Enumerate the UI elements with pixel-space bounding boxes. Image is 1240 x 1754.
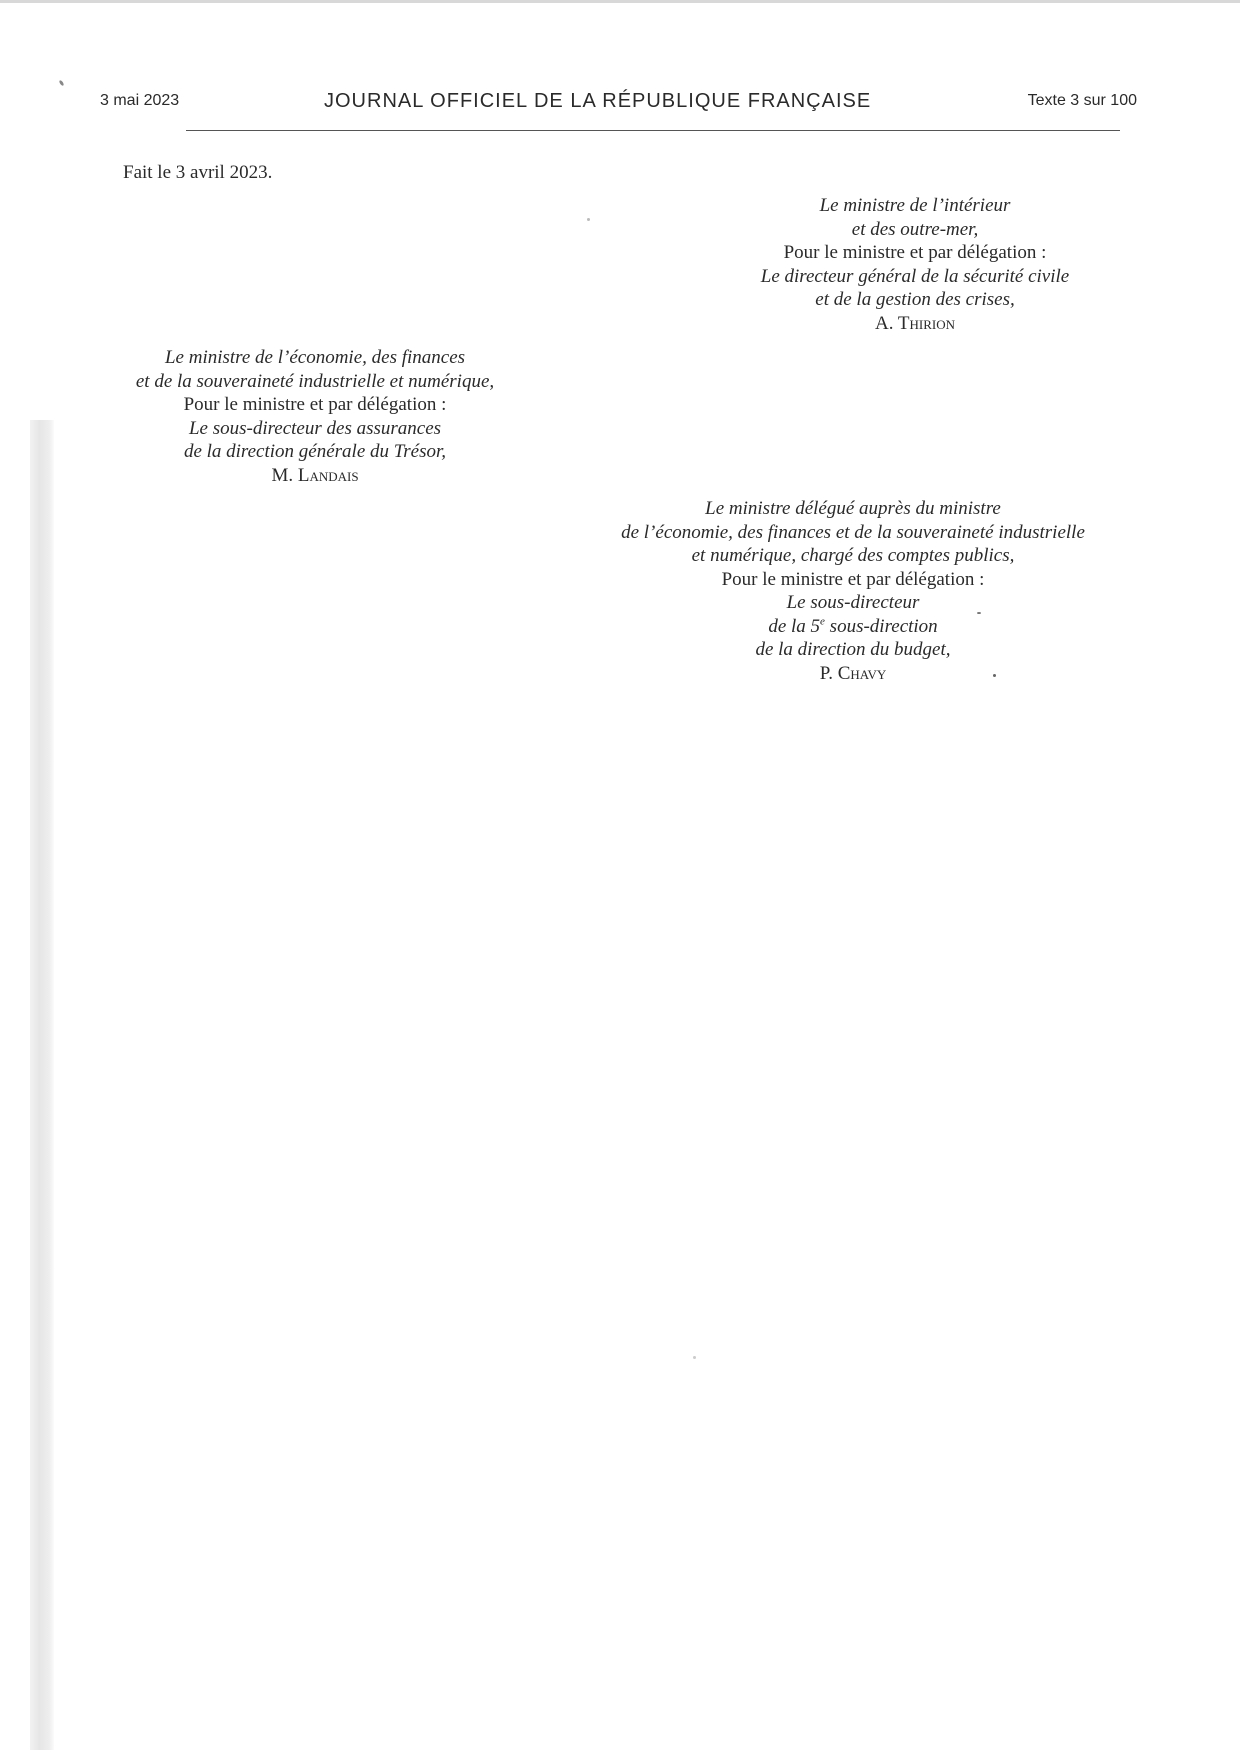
- header-page-number: Texte 3 sur 100: [1027, 92, 1137, 109]
- scan-top-edge: [0, 0, 1240, 3]
- signature-line: de l’économie, des finances et de la souveraineté industrielle: [621, 521, 1085, 543]
- header-title: JOURNAL OFFICIEL DE LA RÉPUBLIQUE FRANÇAISE: [324, 90, 872, 112]
- scan-speck: [693, 1356, 696, 1359]
- signatory-name: A. Thirion: [875, 312, 955, 334]
- signature-economie: [90, 346, 540, 487]
- signature-line: Le ministre délégué auprès du ministre: [705, 498, 1001, 519]
- fait-le-date: Fait le 3 avril 2023.: [123, 162, 273, 183]
- signatory-name: M. Landais: [271, 464, 359, 486]
- signature-line: de la direction générale du Trésor,: [183, 441, 447, 462]
- signature-line: Pour le ministre et par délégation :: [783, 242, 1047, 263]
- signature-delegue: [560, 497, 1146, 685]
- page-header: [100, 90, 1137, 114]
- signature-line: et de la gestion des crises,: [815, 289, 1015, 310]
- signature-line: [560, 615, 1146, 639]
- signature-line: Le ministre de l’économie, des finances: [164, 347, 466, 368]
- signature-line: et de la souveraineté industrielle et numérique,: [135, 370, 495, 392]
- scan-speck: [977, 612, 981, 614]
- signature-line: Pour le ministre et par délégation :: [721, 568, 985, 590]
- signature-line: Pour le ministre et par délégation :: [183, 394, 447, 415]
- signature-line: Le ministre de l’intérieur: [819, 195, 1011, 216]
- scan-speck: [587, 218, 590, 221]
- signatory-name: P. Chavy: [819, 662, 887, 684]
- signature-line: et des outre-mer,: [851, 218, 979, 240]
- signature-line-part: sous-direction: [824, 615, 938, 637]
- superscript: e: [820, 615, 825, 628]
- scan-speck: [993, 674, 996, 677]
- signature-line: Le sous-directeur des assurances: [188, 417, 442, 439]
- signature-line-part: de la 5: [768, 615, 821, 637]
- signature-interieur: [710, 194, 1120, 335]
- scan-left-edge: [30, 420, 54, 1750]
- signature-line: de la direction du budget,: [755, 639, 951, 660]
- scan-speck: [59, 80, 65, 87]
- signature-line: Le directeur général de la sécurité civile: [760, 265, 1070, 287]
- header-rule: [186, 130, 1120, 131]
- signature-line: et numérique, chargé des comptes publics,: [691, 545, 1015, 566]
- header-date: 3 mai 2023: [100, 92, 180, 109]
- signature-line: Le sous-directeur: [786, 592, 920, 613]
